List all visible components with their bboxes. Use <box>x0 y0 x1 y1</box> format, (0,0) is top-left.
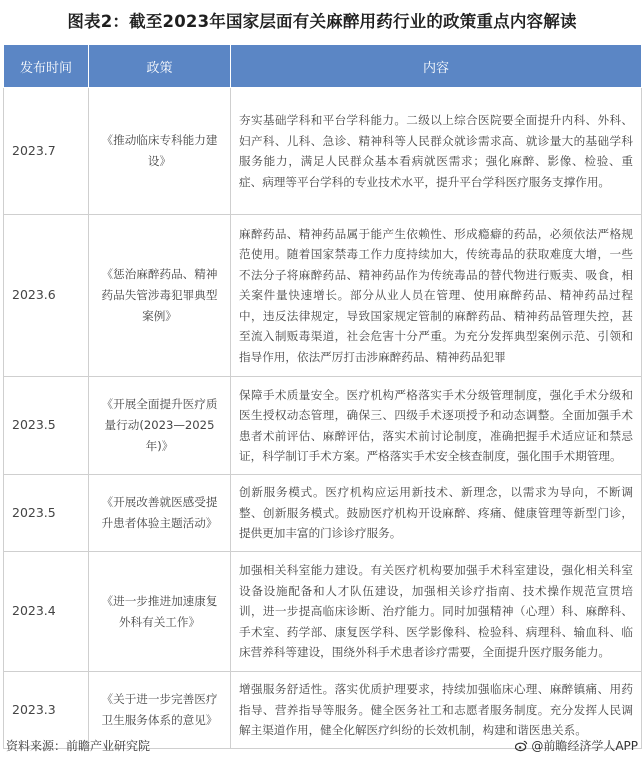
table-row <box>4 475 642 552</box>
row-content: 加强相关科室能力建设。有关医疗机构要加强手术科室建设，强化相关科室设备设施配备和人才队伍建设，加强相关诊疗指南、技术操作规范宣贯培训，进一步提高临床诊断、治疗能力。同时加强精神（心理）科、麻醉科、手术室、药学部、康复医学科、医学影像科、检验科、病理科、输血科、临床营养科等建设，围绕外科手术患者诊疗需要，全面提升医疗服务能力。 <box>231 552 642 672</box>
table-header-row <box>4 45 642 88</box>
row-policy: 《推动临床专科能力建设》 <box>89 88 231 215</box>
row-date: 2023.5 <box>4 475 89 552</box>
row-content: 增强服务舒适性。落实优质护理要求，持续加强临床心理、麻醉镇痛、用药指导、营养指导等服务。健全医务社工和志愿者服务制度。充分发挥人民调解主渠道作用，健全化解医疗纠纷的长效机制，构建和谐医患关系。 <box>231 672 642 749</box>
brand-credit <box>515 737 638 754</box>
row-date: 2023.4 <box>4 552 89 672</box>
row-policy: 《开展改善就医感受提升患者体验主题活动》 <box>89 475 231 552</box>
header-policy: 政策 <box>89 45 231 88</box>
weibo-icon <box>515 739 528 752</box>
row-content: 保障手术质量安全。医疗机构严格落实手术分级管理制度，强化手术分级和医生授权动态管理，确保三、四级手术逐项授予和动态调整。全面加强手术患者术前评估、麻醉评估，落实术前讨论制度，准确把握手术适应证和禁忌证，科学制订手术方案。严格落实手术安全核查制度，强化围手术期管理。 <box>231 377 642 475</box>
row-content: 创新服务模式。医疗机构应运用新技术、新理念，以需求为导向，不断调整、创新服务模式。鼓励医疗机构开设麻醉、疼痛、健康管理等新型门诊，提供更加丰富的门诊诊疗服务。 <box>231 475 642 552</box>
page-title: 图表2：截至2023年国家层面有关麻醉用药行业的政策重点内容解读 <box>67 12 577 31</box>
row-date: 2023.5 <box>4 377 89 475</box>
brand-label: @前瞻经济学人APP <box>531 739 638 753</box>
table-row <box>4 88 642 215</box>
row-date: 2023.3 <box>4 672 89 749</box>
row-content: 麻醉药品、精神药品属于能产生依赖性、形成瘾癖的药品，必须依法严格规范使用。随着国家禁毒工作力度持续加大，传统毒品的获取难度大增，一些不法分子将麻醉药品、精神药品作为传统毒品的替代物进行贩卖、吸食，相关案件量快速增长。部分从业人员在管理、使用麻醉药品、精神药品过程中，违反法律规定，导致国家规定管制的麻醉药品、精神药品管理失控，甚至流入制贩毒渠道，社会危害十分严重。为充分发挥典型案例示范、引领和指导作用，依法严厉打击涉麻醉药品、精神药品犯罪 <box>231 215 642 377</box>
policy-table <box>3 44 642 749</box>
table-row <box>4 552 642 672</box>
table-row <box>4 215 642 377</box>
row-policy: 《关于进一步完善医疗卫生服务体系的意见》 <box>89 672 231 749</box>
header-content: 内容 <box>231 45 642 88</box>
row-policy: 《进一步推进加速康复外科有关工作》 <box>89 552 231 672</box>
row-policy: 《惩治麻醉药品、精神药品失管涉毒犯罪典型案例》 <box>89 215 231 377</box>
row-date: 2023.6 <box>4 215 89 377</box>
row-content: 夯实基础学科和平台学科能力。二级以上综合医院要全面提升内科、外科、妇产科、儿科、急诊、精神科等人民群众就诊需求高、就诊量大的基础学科服务能力，满足人民群众基本看病就医需求；强化麻醉、影像、检验、重症、病理等平台学科的专业技术水平，提升平台学科医疗服务支撑作用。 <box>231 88 642 215</box>
source-note: 资料来源：前瞻产业研究院 <box>6 739 151 753</box>
row-policy: 《开展全面提升医疗质量行动(2023—2025年)》 <box>89 377 231 475</box>
row-date: 2023.7 <box>4 88 89 215</box>
header-date: 发布时间 <box>4 45 89 88</box>
table-row <box>4 377 642 475</box>
